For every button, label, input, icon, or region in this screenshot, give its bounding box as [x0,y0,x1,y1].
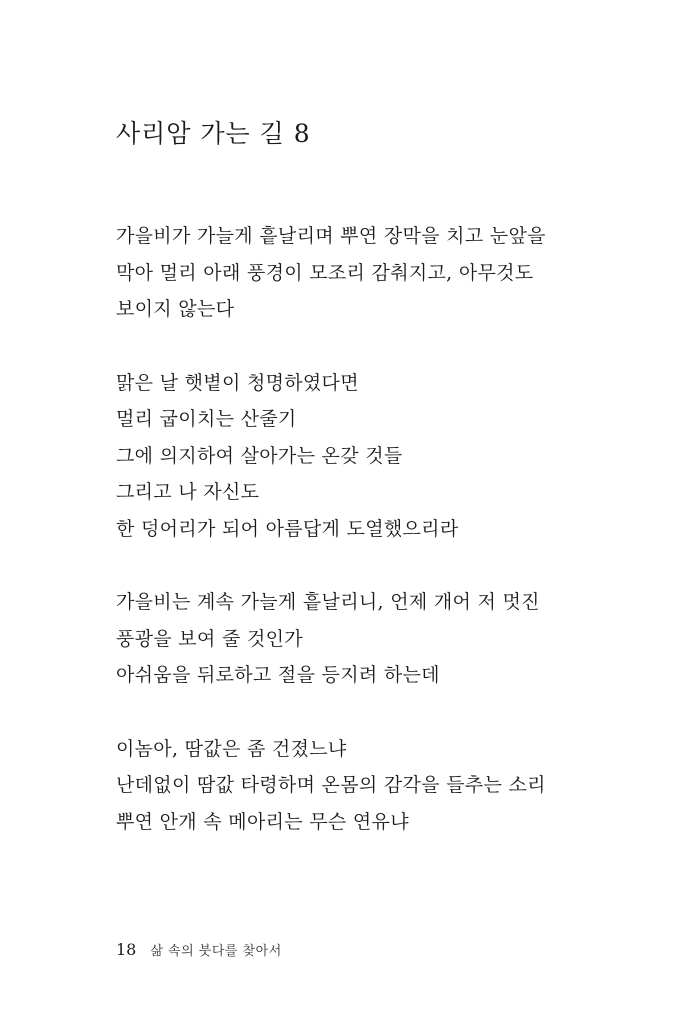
stanza-1 [116,218,556,328]
poem-line: 보이지 않는다 [116,298,235,320]
poem-title: 사리암 가는 길 8 [116,119,311,148]
stanza-3 [116,584,556,694]
stanza-2 [116,365,556,548]
poem-line: 아쉬움을 뒤로하고 절을 등지려 하는데 [116,664,440,686]
page-footer [116,938,282,964]
poem-line: 그리고 나 자신도 [116,481,260,503]
poem-line: 맑은 날 햇볕이 청명하였다면 [116,371,359,394]
poem-line: 가을비는 계속 가늘게 흩날리니, 언제 개어 저 멋진 [116,591,540,613]
poem-line: 막아 멀리 아래 풍경이 모조리 감춰지고, 아무것도 [116,261,534,284]
running-book-title: 삶 속의 붓다를 찾아서 [150,944,282,959]
poem-line: 뿌연 안개 속 메아리는 무슨 연유냐 [116,810,409,833]
poem-line: 한 덩어리가 되어 아름답게 도열했으리라 [116,517,459,540]
poem-line: 가을비가 가늘게 흩날리며 뿌연 장막을 치고 눈앞을 [116,225,546,247]
page-number: 18 [116,940,137,959]
poem-body [116,218,556,877]
stanza-4 [116,731,556,841]
poem-line: 그에 의지하여 살아가는 온갖 것들 [116,444,403,467]
poem-line: 풍광을 보여 줄 것인가 [116,627,303,650]
poem-line: 멀리 굽이치는 산줄기 [116,408,297,430]
poem-line: 난데없이 땀값 타령하며 온몸의 감각을 들추는 소리 [116,774,546,796]
poem-line: 이놈아, 땀값은 좀 건졌느냐 [116,737,347,760]
